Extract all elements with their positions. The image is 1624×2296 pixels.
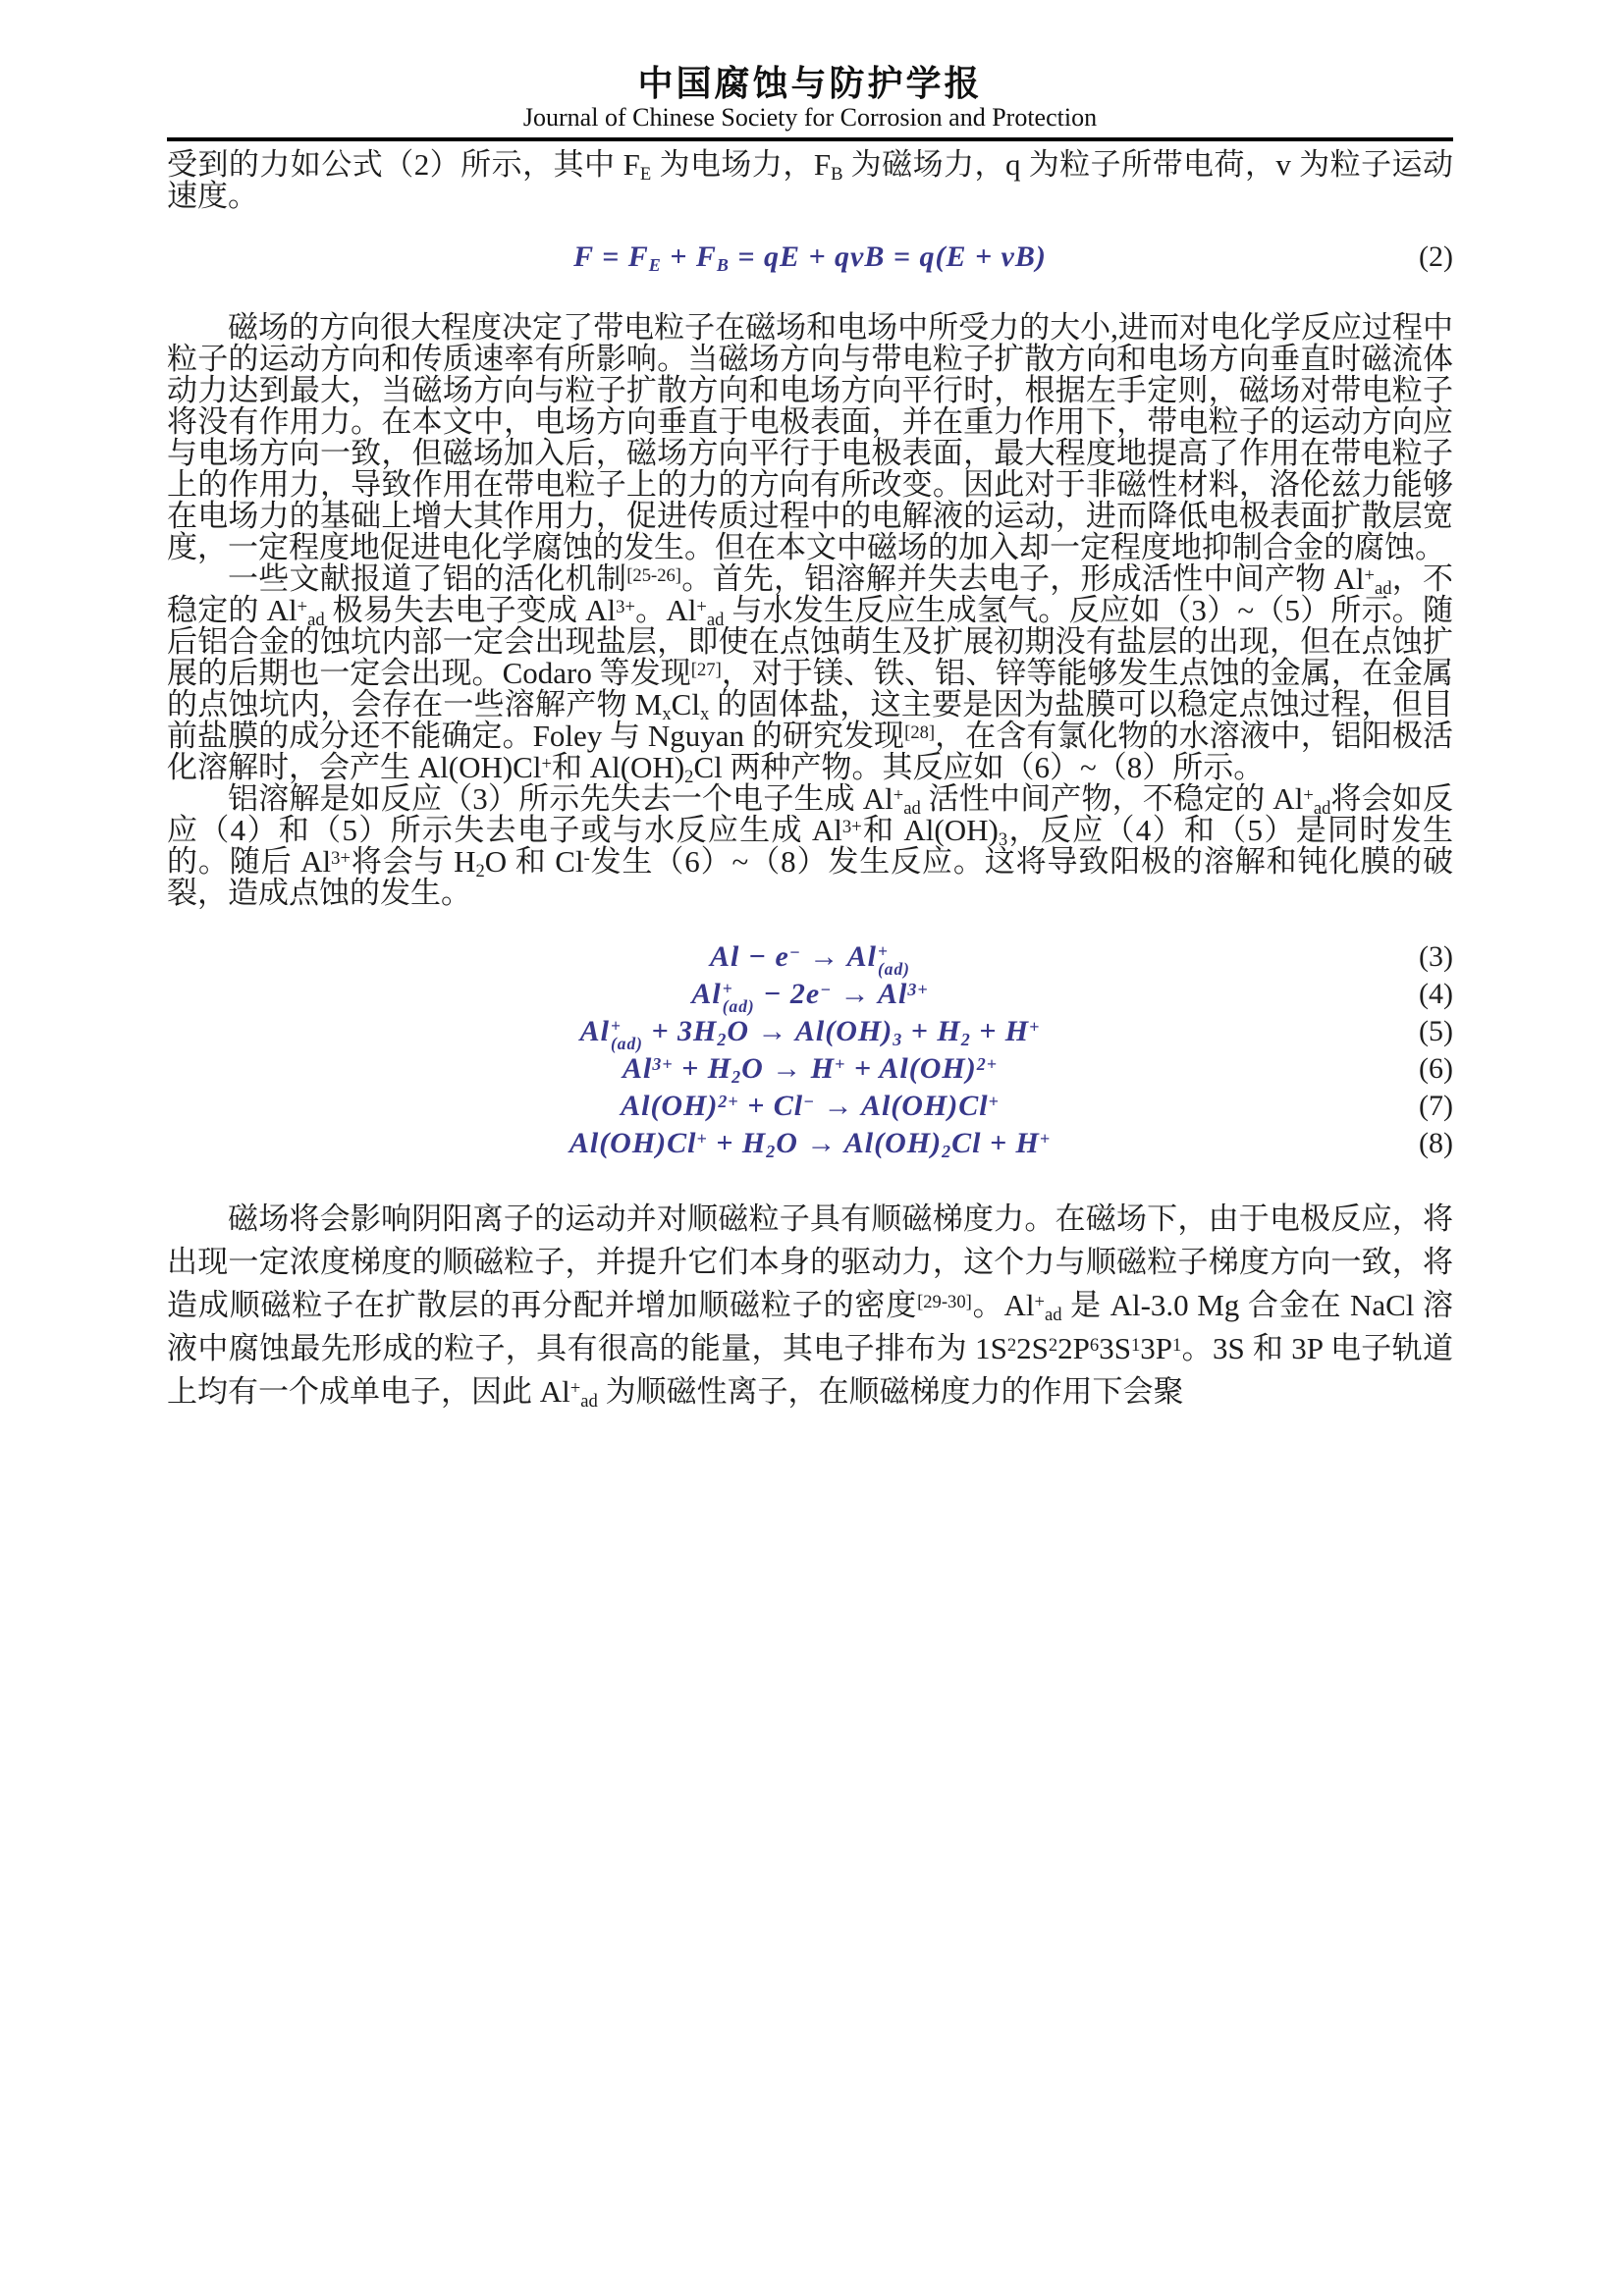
equation-number: (3)	[1419, 940, 1453, 973]
superscript: +	[1039, 1128, 1052, 1148]
superscript: 3+	[331, 847, 351, 869]
superscript: +	[893, 784, 904, 806]
subscript: 3	[893, 1030, 903, 1050]
equation-formula: Al + (ad) − $2e^- \to Al^{3+}$	[691, 978, 929, 1017]
equation-number: (5)	[1419, 1015, 1453, 1047]
stacked-sup-sub: + (ad)	[878, 941, 910, 980]
superscript: +	[696, 1128, 708, 1148]
superscript: −	[820, 979, 833, 999]
superscript: +	[569, 1377, 581, 1399]
subscript: 2	[475, 861, 485, 882]
superscript: 6	[1089, 1334, 1100, 1356]
equation-row	[167, 1013, 1453, 1054]
superscript: [28]	[904, 721, 936, 743]
equation-number: (6)	[1419, 1052, 1453, 1085]
superscript: [27]	[690, 659, 722, 680]
equation-formula: Al(OH)$^{2+}$ + Cl− → Al(OH)Cl+	[621, 1090, 1000, 1122]
equation-number: (7)	[1419, 1090, 1453, 1122]
superscript: 1	[1130, 1334, 1141, 1356]
superscript: −	[803, 1091, 816, 1111]
paragraph: 受到的力如公式（2）所示，其中 $F_E$ 为电场力，$F_B$ 为磁场力，q 为粒子所带电荷，v 为粒子运动速度。	[167, 147, 1453, 213]
subscript: x	[662, 704, 672, 725]
equation-row	[167, 976, 1453, 1017]
subscript: ad	[307, 610, 325, 631]
equation-formula: $Al^{3+} + H_2O \to H^+ + Al(OH)^{2+}$	[623, 1052, 998, 1088]
subscript: ad	[1313, 798, 1331, 820]
equation-row	[167, 236, 1453, 279]
subscript: E	[639, 164, 652, 186]
document-content	[167, 149, 1453, 1414]
stacked-sup-sub: + (ad)	[610, 1016, 643, 1054]
superscript: 2	[1048, 1334, 1058, 1356]
subscript: 2	[731, 1067, 742, 1088]
superscript: 2+	[718, 1091, 739, 1111]
subscript: 2	[942, 1142, 952, 1162]
superscript: +	[1303, 784, 1314, 806]
subscript: ad	[1045, 1305, 1062, 1326]
subscript: B	[831, 164, 843, 186]
journal-title-english: Journal of Chinese Society for Corrosion and Protection	[522, 103, 1098, 132]
equation-number: (8)	[1419, 1127, 1453, 1159]
superscript: +	[541, 753, 552, 774]
paragraph: 铝溶解是如反应（3）所示先失去一个电子生成 $Al^+_{ad}$ 活性中间产物，不稳定的 $Al^+_{ad}$将会如反应（4）和（5）所示失去电子或与水反应生成 $Al^{3+}$和 $Al(OH)_3$，反应（4）和（5）是同时发生的。随后 $Al^{3+}$将会与 $H_2O$ 和 Cl-发生（6）~（8）发生反应。这将导致阳极的溶解和钝化膜的破裂，造成点蚀的发生。	[167, 781, 1454, 910]
equation-number: (2)	[1419, 240, 1453, 273]
equation-formula: $Al(OH)Cl^+ + H_2O \to Al(OH)_2Cl + H^+$	[568, 1127, 1052, 1162]
equation-row	[167, 1050, 1453, 1088]
superscript: +	[297, 596, 308, 617]
superscript: +	[835, 1053, 846, 1074]
display-equation	[167, 236, 1453, 279]
subscript: ad	[580, 1391, 598, 1413]
subscript: B	[716, 255, 730, 276]
superscript: 3+	[652, 1053, 674, 1074]
subscript: ad	[903, 798, 921, 820]
stacked-sup-sub: + (ad)	[722, 979, 755, 1017]
superscript: 2	[1006, 1334, 1017, 1356]
paragraph: 磁场将会影响阴阳离子的运动并对顺磁粒子具有顺磁梯度力。在磁场下，由于电极反应，将出现一定浓度梯度的顺磁粒子，并提升它们本身的驱动力，这个力与顺磁粒子梯度方向一致，将造成顺磁粒子在扩散层的再分配并增加顺磁粒子的密度[29-30]。$Al^+_{ad}$ 是 Al-3.0 Mg 合金在 NaCl 溶液中腐蚀最先形成的粒子，具有很高的能量，其电子排布为 $1S^22S^22P^63S^13P^1$。3S 和 3P 电子轨道上均有一个成单电子，因此 $Al^+_{ad}$ 为顺磁性离子，在顺磁梯度力的作用下会聚	[167, 1201, 1453, 1413]
subscript: 2	[684, 767, 694, 788]
journal-title-chinese: 中国腐蚀与防护学报	[637, 64, 983, 103]
subscript: 2	[717, 1030, 728, 1050]
equation-row	[167, 938, 1453, 980]
subscript: ad	[1374, 578, 1392, 600]
superscript: +	[1364, 564, 1375, 586]
superscript: +	[1029, 1016, 1041, 1037]
subscript: E	[648, 255, 662, 276]
paragraph: 磁场的方向很大程度决定了带电粒子在磁场和电场中所受力的大小,进而对电化学反应过程中粒子的运动方向和传质速率有所影响。当磁场方向与带电粒子扩散方向和电场方向垂直时磁流体动力达到最大，当磁场方向与粒子扩散方向和电场方向平行时，根据左手定则，磁场对带电粒子将没有作用力。在本文中，电场方向垂直于电极表面，并在重力作用下，带电粒子的运动方向应与电场方向一致，但磁场加入后，磁场方向平行于电极表面，最大程度地提高了作用在带电粒子上的作用力，导致作用在带电粒子上的力的方向有所改变。因此对于非磁性材料，洛伦兹力能够在电场力的基础上增大其作用力，促进传质过程中的电解液的运动，进而降低电极表面扩散层宽度，一定程度地促进电化学腐蚀的发生。但在本文中磁场的加入却一定程度地抑制合金的腐蚀。	[167, 310, 1453, 564]
superscript: [25-26]	[626, 564, 681, 586]
subscript: x	[699, 704, 710, 725]
superscript: +	[696, 596, 707, 617]
superscript: -	[583, 847, 590, 869]
page-header	[167, 63, 1453, 141]
superscript: +	[1034, 1291, 1045, 1312]
subscript: 2	[960, 1030, 971, 1050]
subscript: ad	[706, 610, 725, 631]
equation-formula: Al − e− → Al + (ad)	[710, 940, 910, 980]
equation-formula: Al + (ad) + $3H_2O \to Al(OH)_3 + H_2 + H^+$	[579, 1015, 1041, 1054]
superscript: −	[788, 941, 801, 962]
superscript: +	[988, 1091, 1000, 1111]
superscript: 2+	[976, 1053, 998, 1074]
equation-number: (4)	[1419, 978, 1453, 1010]
superscript: [29-30]	[917, 1291, 972, 1312]
equation-formula: $F = F_E + F_B$ = qE + qvB = q(E + vB)	[573, 240, 1047, 276]
equation-row	[167, 1088, 1453, 1125]
subscript: 2	[766, 1142, 777, 1162]
subscript: 3	[998, 829, 1008, 851]
paragraph: 一些文献报道了铝的活化机制[25-26]。首先，铝溶解并失去电子，形成活性中间产物 $Al^+_{ad}$，不稳定的 $Al^+_{ad}$ 极易失去电子变成 $Al^{3+}$。$Al^+_{ad}$ 与水发生反应生成氢气。反应如（3）~（5）所示。随后铝合金的蚀坑内部一定会出现盐层，即使在点蚀萌生及扩展初期没有盐层的出现，但在点蚀扩展的后期也一定会出现。Codaro 等发现[27]，对于镁、铁、铝、锌等能够发生点蚀的金属，在金属的点蚀坑内，会存在一些溶解产物 $M_xCl_x$ 的固体盐，这主要是因为盐膜可以稳定点蚀过程，但目前盐膜的成分还不能确定。Foley 与 Nguyan 的研究发现[28]，在含有氯化物的水溶液中，铝阳极活化溶解时，会产生 Al(OH)Cl+和 $Al(OH)_2Cl$ 两种产物。其反应如（6）~（8）所示。	[167, 561, 1454, 788]
header-rule	[167, 137, 1453, 141]
equation-row	[167, 1125, 1453, 1162]
superscript: 3+	[907, 979, 929, 999]
equation-group	[167, 938, 1453, 1162]
superscript: 3+	[841, 816, 862, 837]
superscript: 1	[1172, 1334, 1182, 1356]
superscript: 3+	[616, 596, 635, 617]
